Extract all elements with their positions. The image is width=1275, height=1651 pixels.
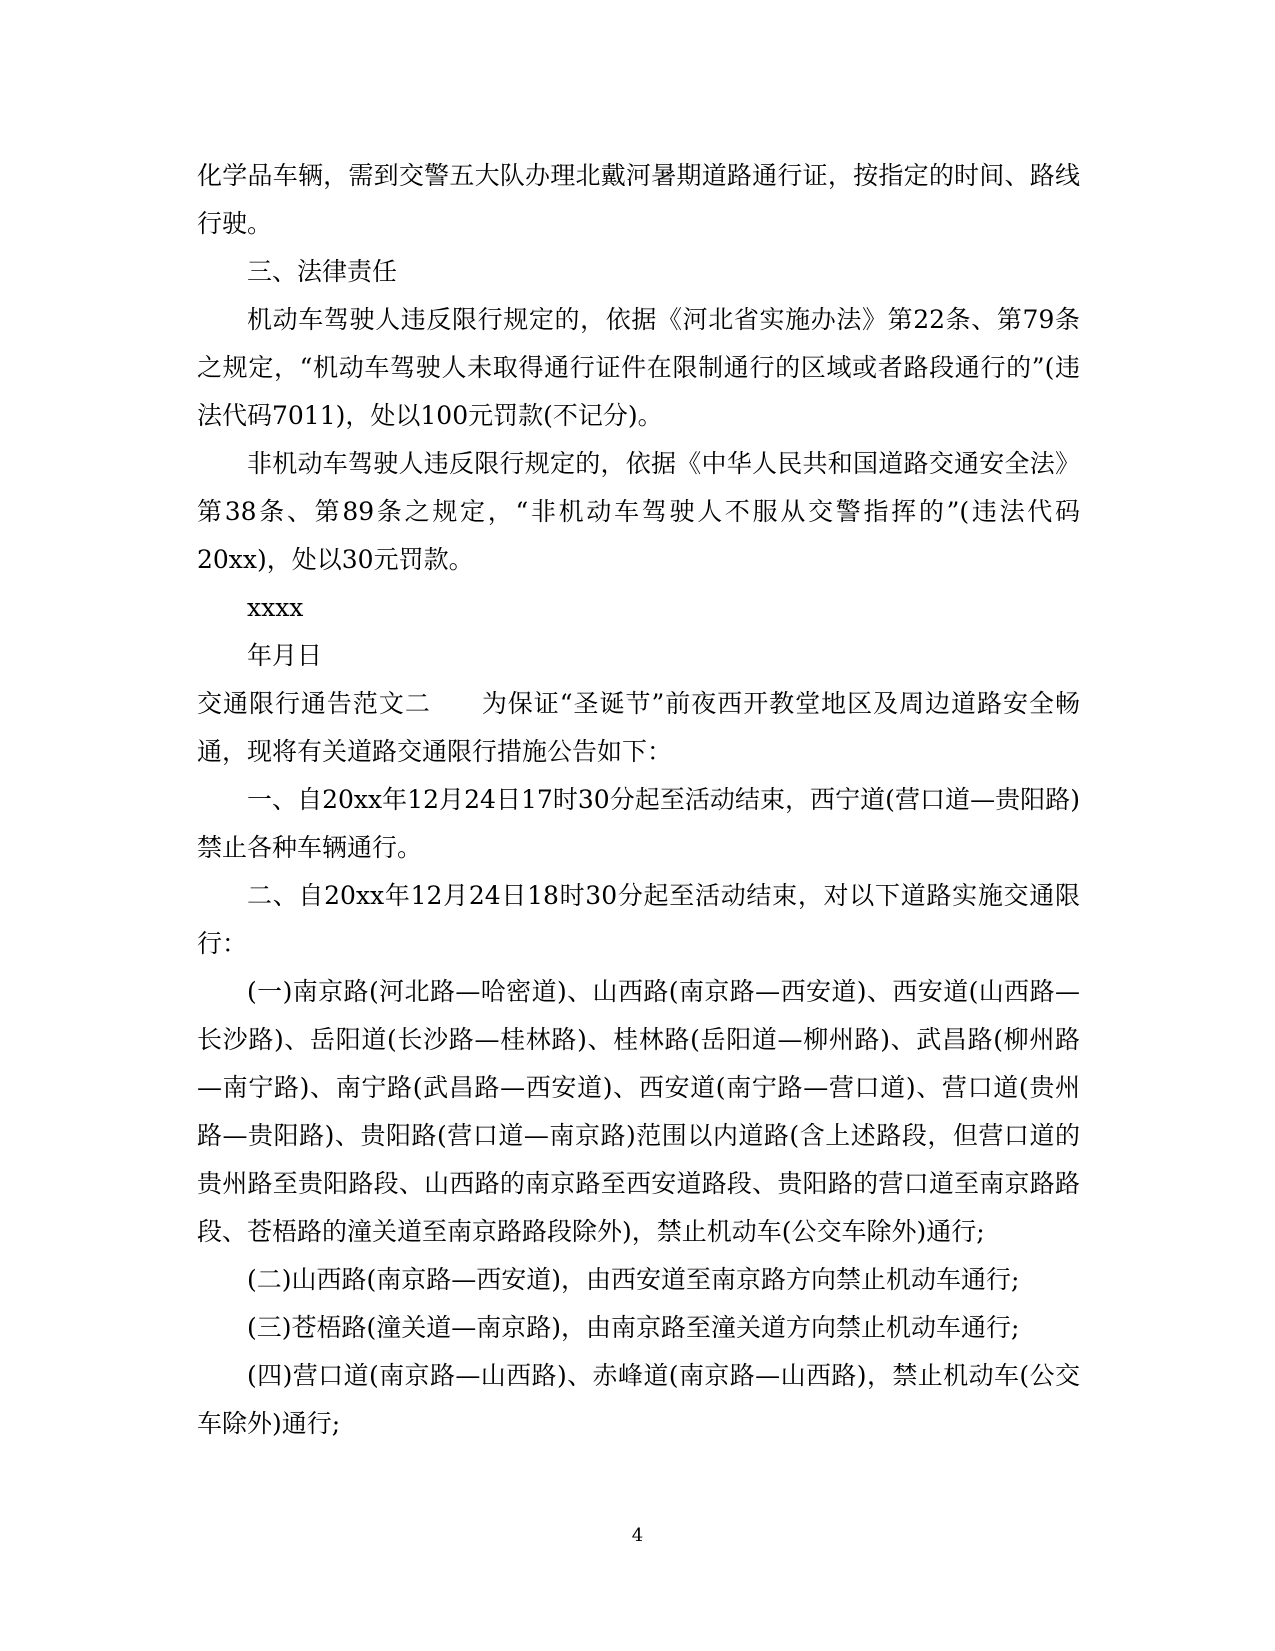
paragraph-non-motor-penalty: 非机动车驾驶人违反限行规定的，依据《中华人民共和国道路交通安全法》第38条、第89条之规定，“非机动车驾驶人不服从交警指挥的”(违法代码20xx)，处以30元罚款。	[197, 449, 1080, 574]
paragraph-item-1: 一、自20xx年12月24日17时30分起至活动结束，西宁道(营口道—贵阳路)禁止各种车辆通行。	[197, 785, 1080, 862]
sample-two-title: 交通限行通告范文二	[197, 689, 431, 718]
paragraph-motor-vehicle-penalty: 机动车驾驶人违反限行规定的，依据《河北省实施办法》第22条、第79条之规定，“机动车驾驶人未取得通行证件在限制通行的区域或者路段通行的”(违法代码7011)，处以100元罚款(不记分)。	[197, 305, 1080, 430]
issuer-line: xxxx	[247, 593, 304, 622]
sample-two-paragraph	[197, 680, 1080, 776]
paragraph-sub-item-1: (一)南京路(河北路—哈密道)、山西路(南京路—西安道)、西安道(山西路—长沙路)、岳阳道(长沙路—桂林路)、桂林路(岳阳道—柳州路)、武昌路(柳州路—南宁路)、南宁路(武昌路—西安道)、西安道(南宁路—营口道)、营口道(贵州路—贵阳路)、贵阳路(营口道—南京路)范围以内道路(含上述路段，但营口道的贵州路至贵阳路段、山西路的南京路至西安道路段、贵阳路的营口道至南京路路段、苍梧路的潼关道至南京路路段除外)，禁止机动车(公交车除外)通行;	[197, 977, 1080, 1246]
page-number: 4	[631, 1525, 644, 1546]
paragraph-sub-item-3: (三)苍梧路(潼关道—南京路)，由南京路至潼关道方向禁止机动车通行;	[247, 1313, 1020, 1342]
paragraph-sub-item-2: (二)山西路(南京路—西安道)，由西安道至南京路方向禁止机动车通行;	[247, 1265, 1020, 1294]
sample-two-intro: 为保证“圣诞节”前夜西开教堂地区及周边道路安全畅通，现将有关道路交通限行措施公告如下：	[197, 689, 1080, 766]
paragraph-item-2: 二、自20xx年12月24日18时30分起至活动结束，对以下道路实施交通限行：	[197, 881, 1080, 958]
section-heading: 三、法律责任	[247, 257, 398, 286]
document-body	[197, 152, 1080, 1448]
date-line: 年月日	[247, 641, 323, 670]
paragraph-continuation: 化学品车辆，需到交警五大队办理北戴河暑期道路通行证，按指定的时间、路线行驶。	[197, 161, 1080, 238]
paragraph-sub-item-4: (四)营口道(南京路—山西路)、赤峰道(南京路—山西路)，禁止机动车(公交车除外)通行;	[197, 1361, 1080, 1438]
